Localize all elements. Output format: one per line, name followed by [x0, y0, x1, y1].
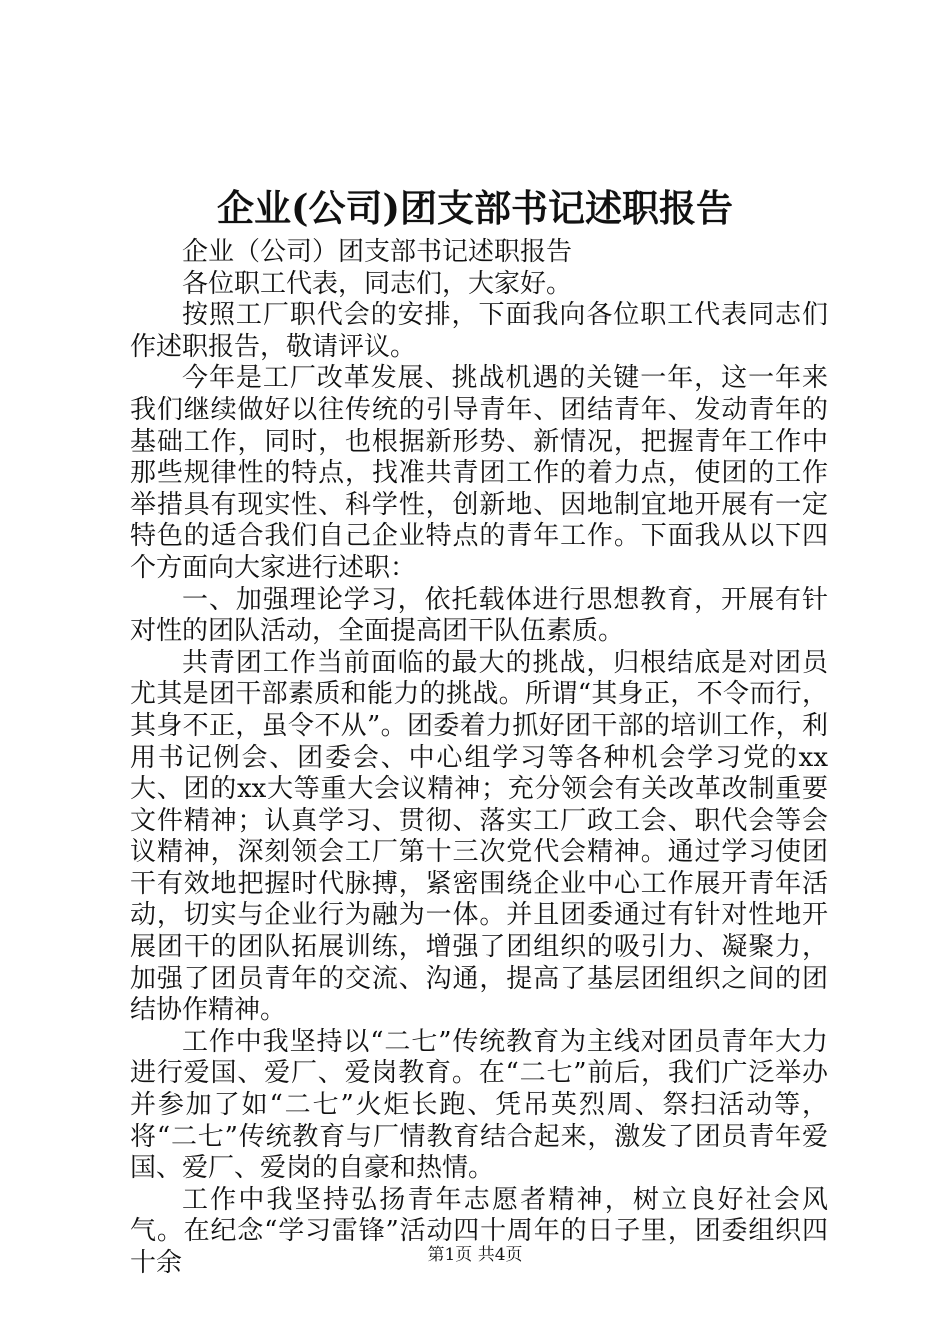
document-body	[130, 237, 828, 1280]
document-title: 企业(公司)团支部书记述职报告	[216, 186, 733, 230]
paragraph-challenge: 共青团工作当前面临的最大的挑战，归根结底是对团员尤其是团干部素质和能力的挑战。所谓“其身正，不令而行，其身不正，虽令不从”。团委着力抓好团干部的培训工作，利用书记例会、团委会、中心组学习等各种机会学习党的xx大、团的xx大等重大会议精神；充分领会有关改革改制重要文件精神；认真学习、贯彻、落实工厂政工会、职代会等会议精神，深刻领会工厂第十三次党代会精神。通过学习使团干有效地把握时代脉搏，紧密围绕企业中心工作展开青年活动，切实与企业行为融为一体。并且团委通过有针对性地开展团干的团队拓展训练，增强了团组织的吸引力、凝聚力，加强了团员青年的交流、沟通，提高了基层团组织之间的团结协作精神。	[130, 647, 828, 1026]
page-number-footer: 第1页 共4页	[427, 1245, 523, 1265]
paragraph-heading-repeat: 企业（公司）团支部书记述职报告	[182, 237, 573, 267]
paragraph-section-one: 一、加强理论学习，依托载体进行思想教育，开展有针对性的团队活动，全面提高团干队伍素质。	[130, 584, 828, 647]
paragraph-tradition: 工作中我坚持以“二七”传统教育为主线对团员青年大力进行爱国、爱厂、爱岗教育。在“二七”前后，我们广泛举办并参加了如“二七”火炬长跑、凭吊英烈周、祭扫活动等，将“二七”传统教育与厂情教育结合起来，激发了团员青年爱国、爱厂、爱岗的自豪和热情。	[130, 1026, 828, 1184]
paragraph-overview: 今年是工厂改革发展、挑战机遇的关键一年，这一年来我们继续做好以往传统的引导青年、团结青年、发动青年的基础工作，同时，也根据新形势、新情况，把握青年工作中那些规律性的特点，找准共青团工作的着力点，使团的工作举措具有现实性、科学性，创新地、因地制宜地开展有一定特色的适合我们自己企业特点的青年工作。下面我从以下四个方面向大家进行述职：	[130, 363, 828, 583]
paragraph-greeting: 各位职工代表，同志们，大家好。	[182, 268, 573, 299]
paragraph-intro: 按照工厂职代会的安排，下面我向各位职工代表同志们作述职报告，敬请评议。	[130, 300, 828, 362]
paragraph-volunteer: 工作中我坚持弘扬青年志愿者精神，树立良好社会风气。在纪念“学习雷锋”活动四十周年的日子里，团委组织四十余	[130, 1184, 828, 1278]
